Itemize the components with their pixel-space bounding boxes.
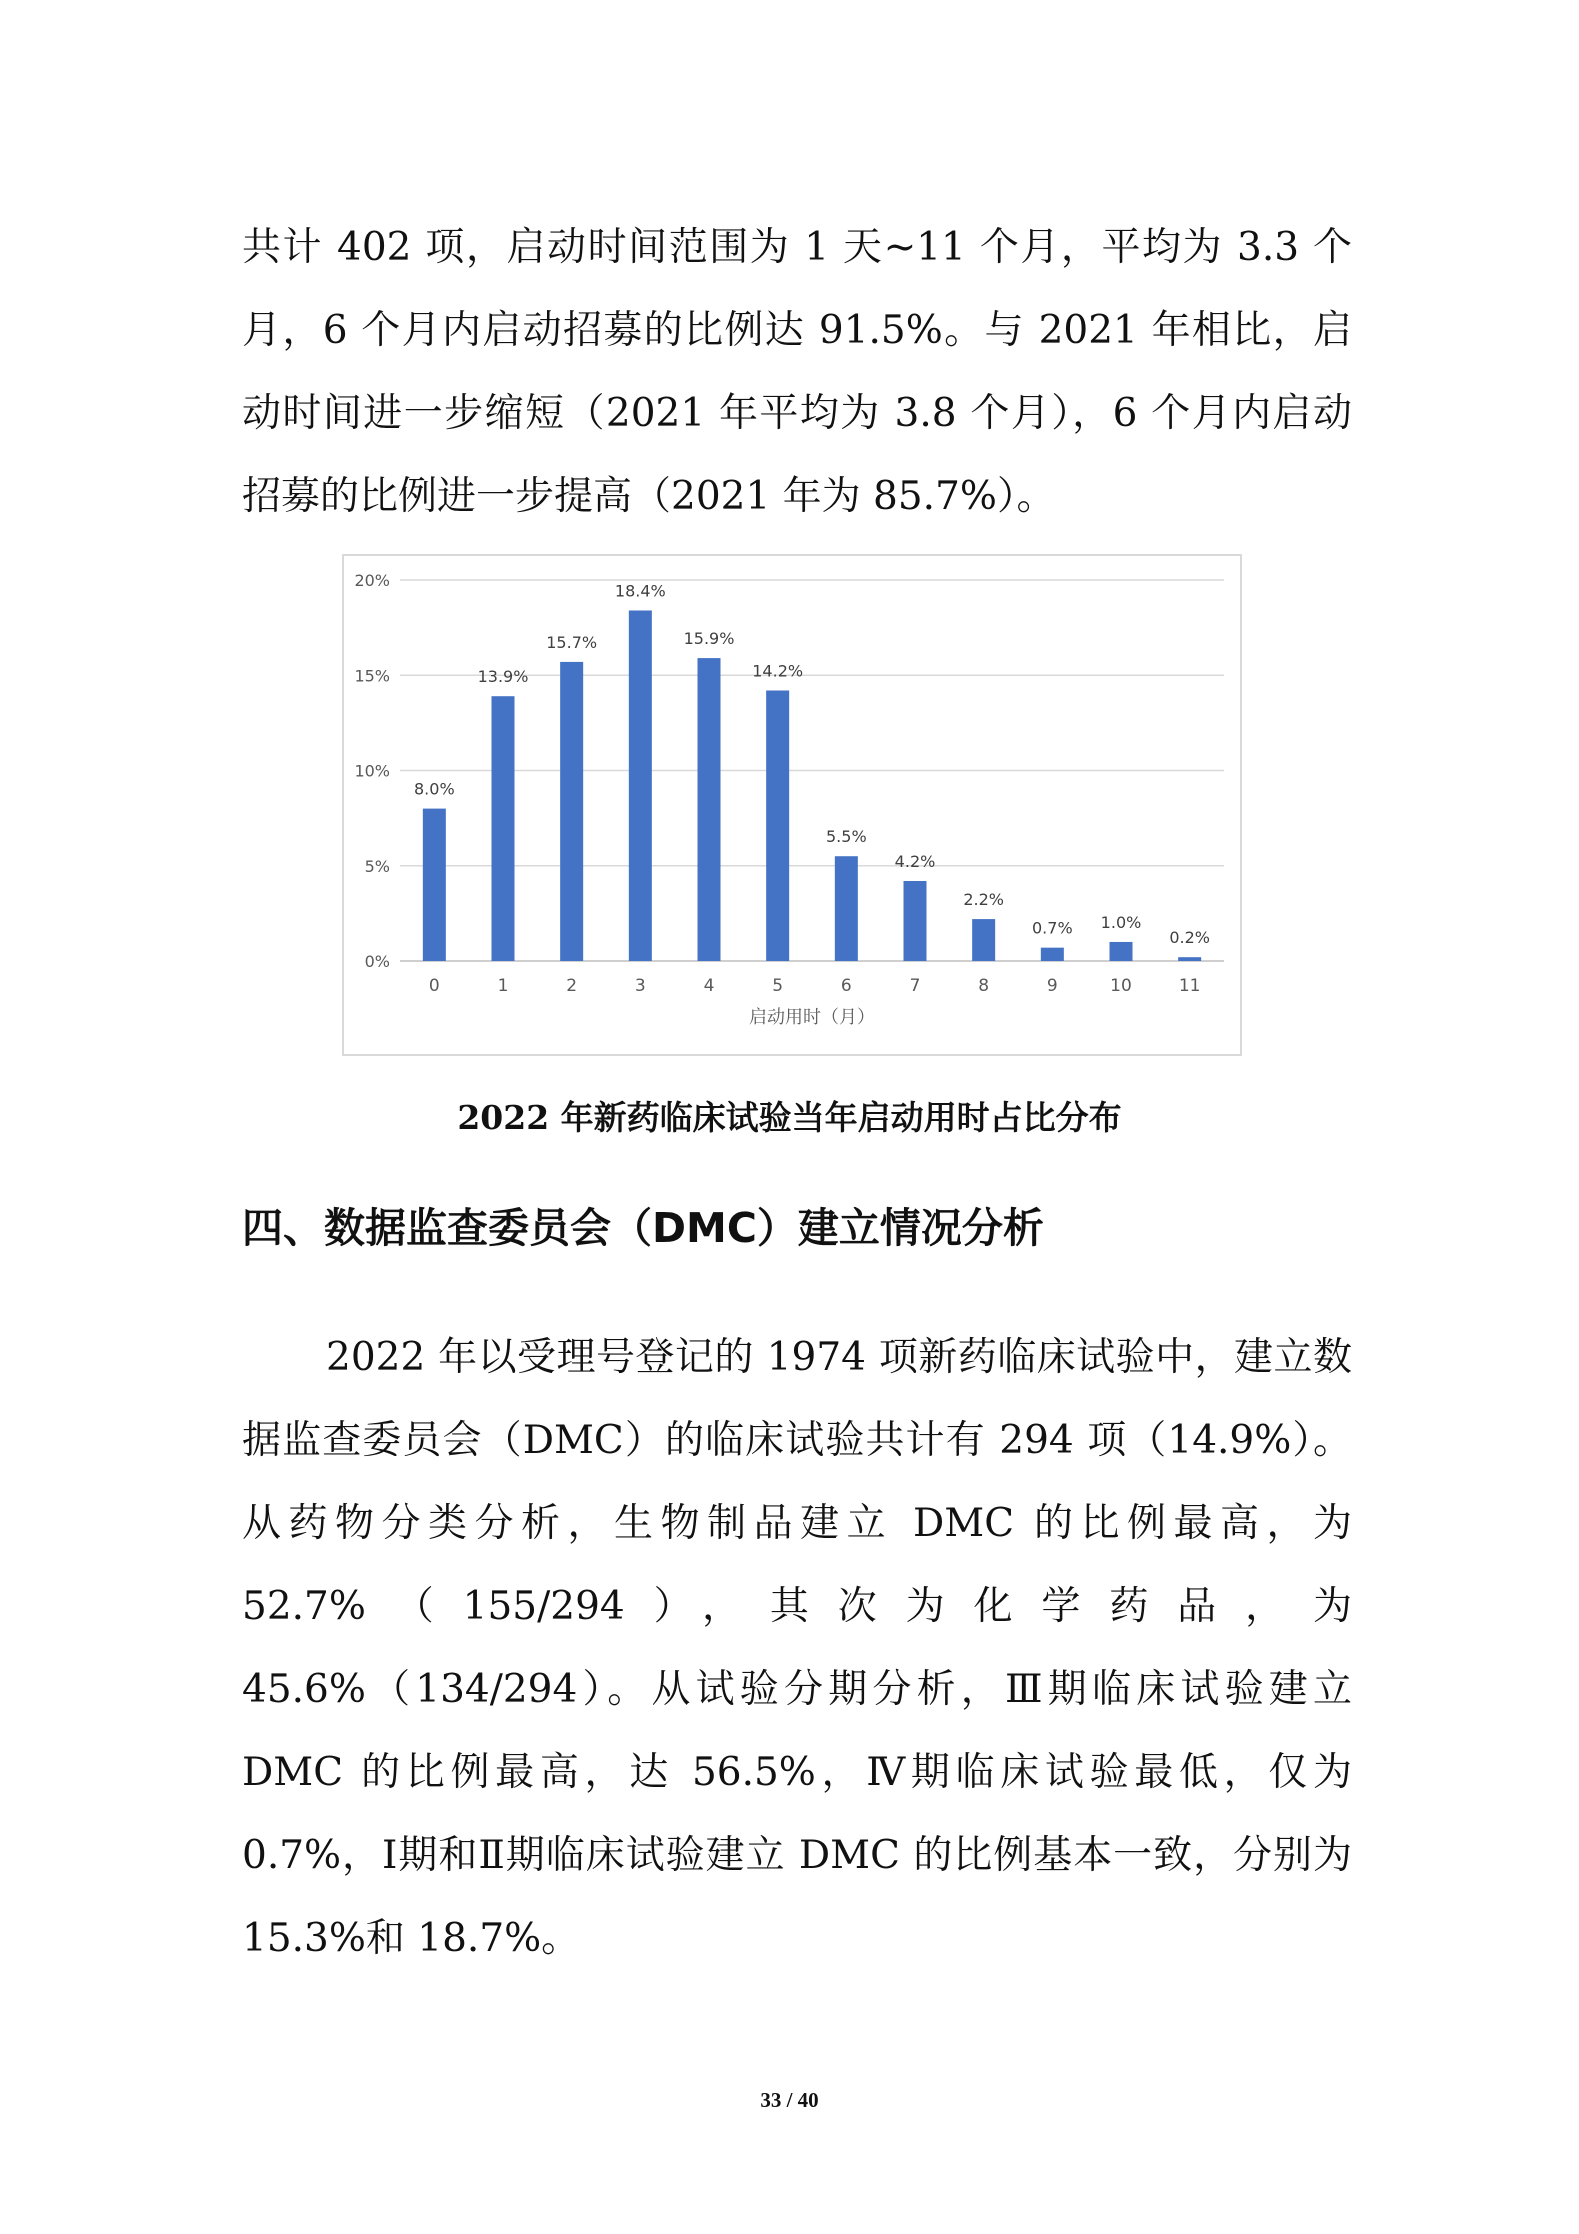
- x-tick-label: 5: [772, 976, 784, 996]
- x-tick-label: 11: [1178, 976, 1201, 996]
- data-label: 18.4%: [614, 581, 666, 601]
- chart-svg: [344, 556, 1240, 1054]
- bar: [560, 662, 583, 961]
- x-tick-label: 10: [1110, 976, 1132, 996]
- chart-caption: 2022 年新药临床试验当年启动用时占比分布: [457, 1098, 1122, 1137]
- x-tick-label: 9: [1046, 976, 1058, 996]
- bar: [1178, 957, 1201, 961]
- startup-time-bar-chart: [342, 554, 1242, 1056]
- bar: [835, 856, 858, 961]
- y-tick-label: 10%: [354, 761, 390, 781]
- section-heading-dmc: 四、数据监查委员会（DMC）建立情况分析: [242, 1204, 1044, 1252]
- data-label: 2.2%: [963, 890, 1004, 910]
- body-paragraph-dmc: 2022 年以受理号登记的 1974 项新药临床试验中，建立数据监查委员会（DMC）的临床试验共计有 294 项（14.9%）。从药物分类分析，生物制品建立 DMC 的比例最高，为 52.7%（155/294），其次为化学药品，为 45.6%（134/294）。从试验分期分析，Ⅲ期临床试验建立 DMC 的比例最高，达 56.5%，Ⅳ期临床试验最低，仅为 0.7%，Ⅰ期和Ⅱ期临床试验建立 DMC 的比例基本一致，分别为 15.3%和 18.7%。: [242, 1335, 1352, 1961]
- x-tick-label: 0: [428, 976, 440, 996]
- x-tick-label: 1: [497, 976, 509, 996]
- data-label: 15.9%: [683, 629, 735, 649]
- bar: [492, 696, 515, 961]
- bar: [1041, 948, 1064, 961]
- data-label: 5.5%: [826, 827, 867, 847]
- x-tick-label: 7: [909, 976, 921, 996]
- data-label: 0.2%: [1169, 928, 1210, 948]
- x-tick-label: 3: [634, 976, 646, 996]
- x-tick-label: 4: [703, 976, 715, 996]
- bar: [629, 610, 652, 961]
- bar: [766, 690, 789, 961]
- bar: [972, 919, 995, 961]
- x-tick-label: 8: [978, 976, 990, 996]
- bar: [1110, 942, 1133, 961]
- x-tick-label: 2: [566, 976, 578, 996]
- y-tick-label: 5%: [364, 856, 390, 876]
- body-paragraph-startup-time: 共计 402 项，启动时间范围为 1 天~11 个月，平均为 3.3 个月，6 个月内启动招募的比例达 91.5%。与 2021 年相比，启动时间进一步缩短（2021 年平均为 3.8 个月），6 个月内启动招募的比例进一步提高（2021 年为 85.7%）。: [242, 225, 1352, 519]
- data-label: 4.2%: [894, 851, 936, 871]
- bar: [698, 658, 721, 961]
- data-label: 0.7%: [1032, 918, 1073, 938]
- data-label: 8.0%: [414, 779, 455, 799]
- x-axis-title: 启动用时（月）: [749, 1007, 875, 1028]
- bar: [423, 809, 446, 961]
- y-tick-label: 0%: [364, 952, 390, 971]
- data-label: 13.9%: [477, 667, 529, 687]
- data-label: 1.0%: [1100, 912, 1142, 932]
- y-tick-label: 20%: [354, 571, 390, 590]
- page-number: 33 / 40: [760, 2088, 819, 2112]
- x-tick-label: 6: [840, 976, 852, 996]
- data-label: 15.7%: [546, 632, 598, 652]
- y-tick-label: 15%: [354, 666, 390, 686]
- data-label: 14.2%: [752, 661, 804, 681]
- bar: [904, 881, 927, 961]
